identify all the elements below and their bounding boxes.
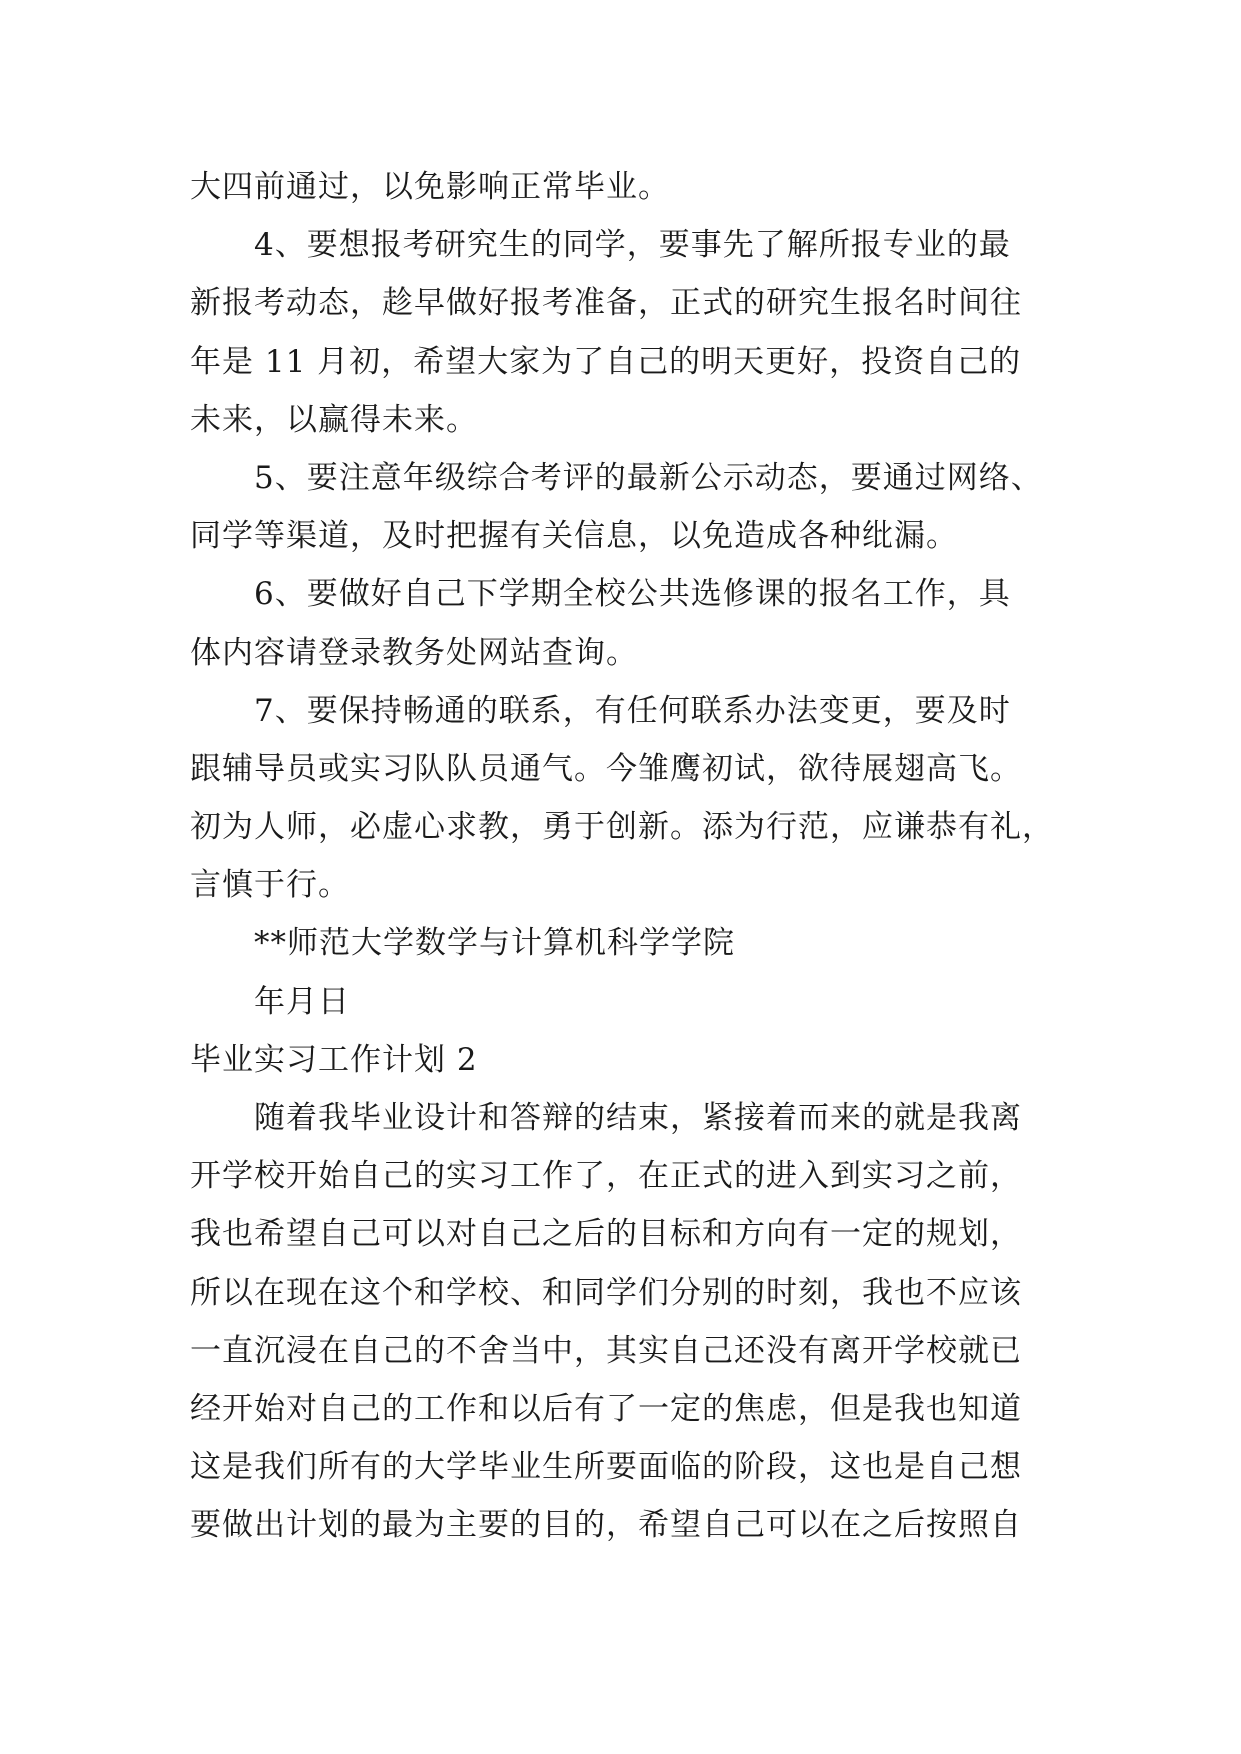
text-line: 初为人师，必虚心求教，勇于创新。添为行范，应谦恭有礼， — [190, 809, 1054, 846]
text-line: 新报考动态，趁早做好报考准备，正式的研究生报名时间往 — [190, 285, 1022, 322]
text-line: 我也希望自己可以对自己之后的目标和方向有一定的规划， — [190, 1216, 1022, 1253]
text-line: 要做出计划的最为主要的目的，希望自己可以在之后按照自 — [190, 1507, 1022, 1544]
text-line: 随着我毕业设计和答辩的结束，紧接着而来的就是我离 — [254, 1100, 1022, 1136]
text-line: 5、要注意年级综合考评的最新公示动态，要通过网络、 — [254, 459, 1043, 496]
text-line: 经开始对自己的工作和以后有了一定的焦虑，但是我也知道 — [190, 1390, 1022, 1427]
text-line: 同学等渠道，及时把握有关信息，以免造成各种纰漏。 — [190, 518, 958, 555]
text-line: 这是我们所有的大学毕业生所要面临的阶段，这也是自己想 — [190, 1449, 1022, 1486]
document-body — [190, 158, 1054, 1555]
text-line: 大四前通过，以免影响正常毕业。 — [190, 169, 670, 205]
text-line: 体内容请登录教务处网站查询。 — [190, 634, 638, 671]
text-line: 所以在现在这个和学校、和同学们分别的时刻，我也不应该 — [190, 1274, 1022, 1311]
text-line: 未来，以赢得未来。 — [190, 401, 478, 438]
text-line: 跟辅导员或实习队队员通气。今雏鹰初试，欲待展翅高飞。 — [190, 750, 1022, 787]
text-line: 开学校开始自己的实习工作了，在正式的进入到实习之前， — [190, 1158, 1022, 1195]
text-line: 4、要想报考研究生的同学，要事先了解所报专业的最 — [254, 227, 1011, 264]
text-line: 年月日 — [254, 983, 350, 1020]
text-line: 6、要做好自己下学期全校公共选修课的报名工作，具 — [254, 576, 1011, 613]
text-line: 毕业实习工作计划 2 — [190, 1041, 478, 1078]
text-line: 言慎于行。 — [190, 867, 350, 904]
text-line: 年是 11 月初，希望大家为了自己的明天更好，投资自己的 — [190, 343, 1022, 380]
text-line: 一直沉浸在自己的不舍当中，其实自己还没有离开学校就已 — [190, 1332, 1022, 1369]
text-line: **师范大学数学与计算机科学学院 — [254, 925, 735, 962]
text-line: 7、要保持畅通的联系，有任何联系办法变更，要及时 — [254, 692, 1011, 729]
